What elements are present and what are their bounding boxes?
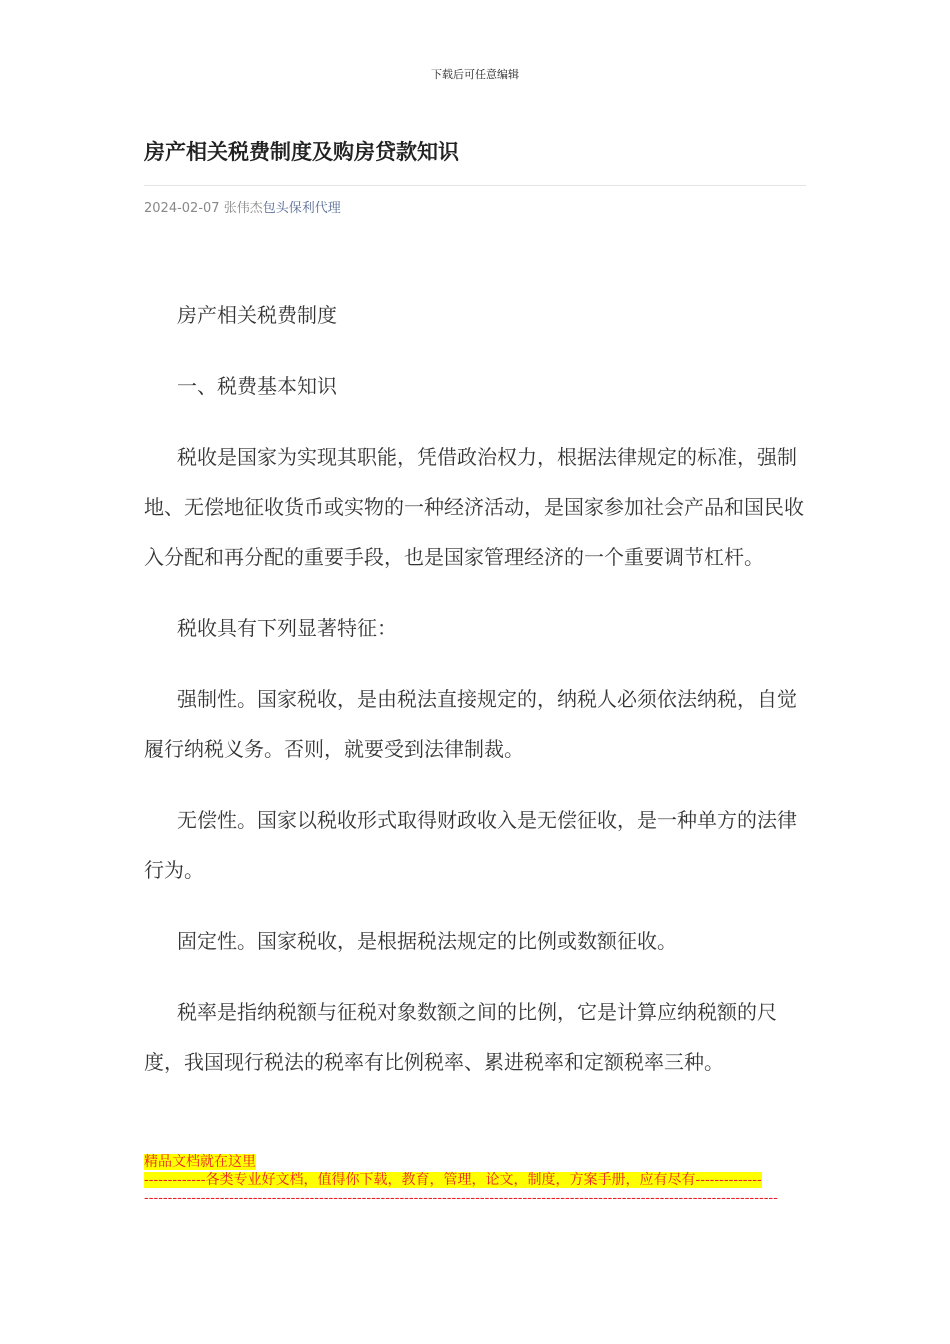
publish-date: 2024-02-07: [144, 201, 220, 216]
body-paragraph: 固定性。国家税收，是根据税法规定的比例或数额征收。: [177, 929, 677, 953]
download-note: 下载后可任意编辑: [431, 68, 519, 81]
body-paragraph: 强制性。国家税收，是由税法直接规定的，纳税人必须依法纳税，自觉履行纳税义务。否则，就要受到法律制裁。: [144, 687, 797, 761]
title-divider: [144, 185, 806, 186]
subsection-heading: 一、税费基本知识: [177, 374, 337, 398]
body-paragraph: 无偿性。国家以税收形式取得财政收入是无偿征收，是一种单方的法律行为。: [144, 808, 797, 882]
promo-footer: [144, 1153, 806, 1207]
article-meta: [144, 197, 341, 216]
promo-title: 精品文档就在这里: [144, 1154, 256, 1170]
source-account-link[interactable]: 包头保利代理: [262, 201, 341, 216]
article-title: 房产相关税费制度及购房贷款知识: [144, 140, 459, 164]
promo-dashes: --------------------------------------------------------------------------------------------------------------------------------------: [144, 1190, 778, 1206]
body-paragraph: 税率是指纳税额与征税对象数额之间的比例，它是计算应纳税额的尺度，我国现行税法的税率有比例税率、累进税率和定额税率三种。: [144, 1000, 777, 1074]
body-paragraph: 税收是国家为实现其职能，凭借政治权力，根据法律规定的标准，强制地、无偿地征收货币或实物的一种经济活动，是国家参加社会产品和国民收入分配和再分配的重要手段，也是国家管理经济的一个重要调节杠杆。: [144, 445, 804, 569]
promo-text: -------------各类专业好文档，值得你下载，教育，管理，论文，制度，方案手册，应有尽有--------------: [144, 1172, 762, 1188]
section-heading: 房产相关税费制度: [177, 303, 337, 327]
article-body: [144, 290, 806, 1087]
author-name: 张伟杰: [223, 201, 263, 216]
body-paragraph: 税收具有下列显著特征：: [177, 616, 397, 640]
